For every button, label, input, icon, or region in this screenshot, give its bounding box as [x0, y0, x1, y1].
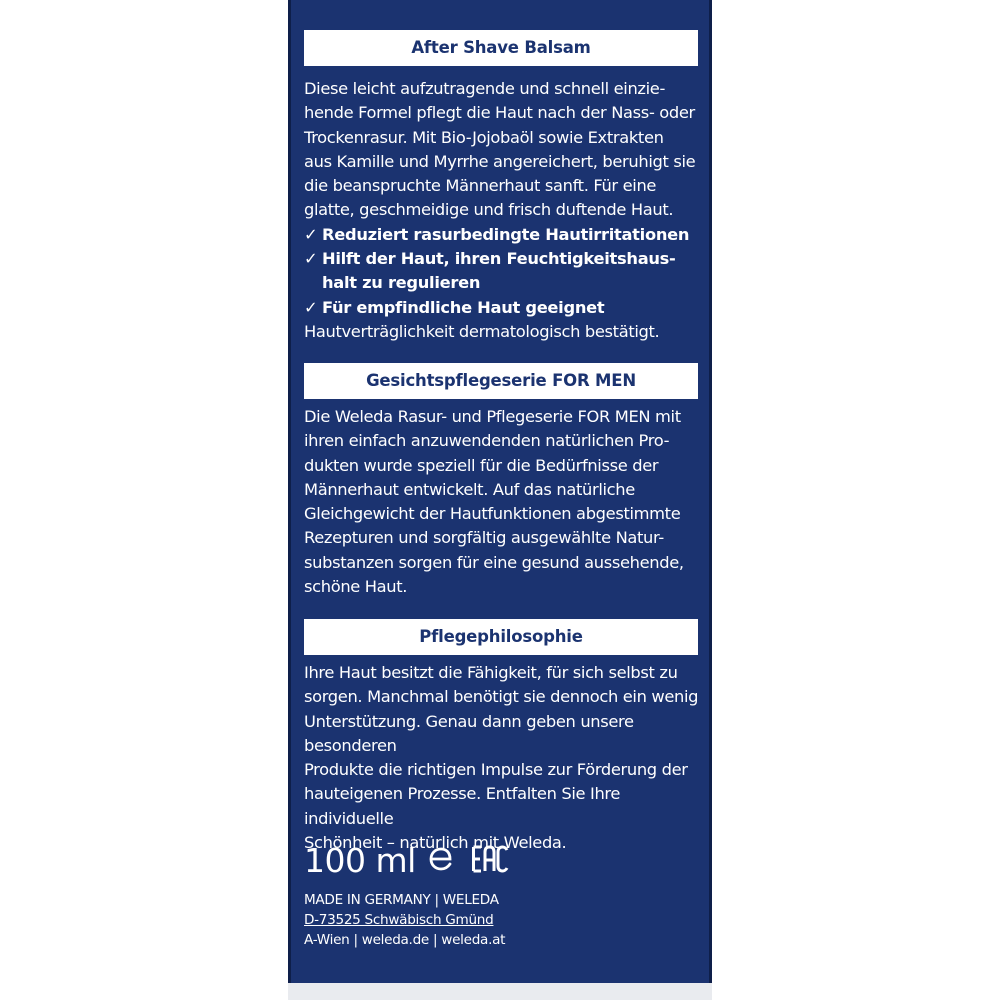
paragraph-line: Rezepturen und sorgfältig ausgewählte Natur-	[304, 528, 664, 548]
paragraph-line: aus Kamille und Myrrhe angereichert, beruhigt sie	[304, 151, 696, 171]
paragraph-line: glatte, geschmeidige und frisch duftende Haut.	[304, 200, 674, 220]
benefit-text	[322, 247, 676, 296]
paragraph-line: Ihre Haut besitzt die Fähigkeit, für sich selbst zu	[304, 663, 678, 682]
websites-line: A-Wien | weleda.de | weleda.at	[304, 932, 506, 948]
manufacturer-line: MADE IN GERMANY | WELEDA	[304, 892, 499, 908]
package-bottom-strip	[288, 983, 712, 1000]
paragraph-line: Die Weleda Rasur- und Pflegeserie FOR MEN mit	[304, 407, 681, 426]
benefit-text: Für empfindliche Haut geeignet	[322, 297, 605, 317]
section-header-for-men: Gesichtspflegeserie FOR MEN	[304, 363, 698, 399]
dermatology-note: Hautverträglichkeit dermatologisch bestätigt.	[304, 321, 660, 341]
address-line: D-73525 Schwäbisch Gmünd	[304, 912, 494, 928]
paragraph-line: hende Formel pflegt die Haut nach der Nass- oder	[304, 103, 695, 123]
paragraph-line: Trockenrasur. Mit Bio-Jojobaöl sowie Extrakten	[304, 127, 664, 147]
paragraph-line: die beanspruchte Männerhaut sanft. Für eine	[304, 176, 657, 196]
volume-label: 100 ml	[304, 841, 416, 880]
e-mark-icon	[428, 845, 454, 877]
section-header-philosophy: Pflegephilosophie	[304, 619, 698, 655]
section-header-after-shave: After Shave Balsam	[304, 30, 698, 66]
benefit-text: Reduziert rasurbedingte Hautirritationen	[322, 224, 690, 244]
panel-left-edge	[288, 0, 291, 1000]
paragraph-line: substanzen sorgen für eine gesund aussehende,	[304, 552, 684, 572]
eac-mark-icon	[472, 844, 510, 878]
paragraph-line: Unterstützung. Genau dann geben unsere besonderen	[304, 711, 634, 755]
paragraph-line: dukten wurde speziell für die Bedürfnisse der	[304, 455, 659, 475]
section-body-after-shave	[304, 77, 700, 344]
manufacturer-info	[304, 890, 505, 950]
product-text-panel	[288, 0, 712, 1000]
paragraph-line: Schönheit – natürlich mit Weleda.	[304, 833, 567, 853]
section-body-for-men	[304, 405, 700, 599]
benefit-item	[304, 223, 700, 247]
paragraph-line: Diese leicht aufzutragende und schnell einzie-	[304, 79, 665, 98]
volume-row	[304, 838, 510, 884]
section-body-philosophy	[304, 661, 700, 855]
paragraph-line: schöne Haut.	[304, 577, 408, 597]
paragraph-line: Gleichgewicht der Hautfunktionen abgestimmte	[304, 504, 681, 524]
benefit-text-line: Hilft der Haut, ihren Feuchtigkeitshaus-	[322, 249, 676, 269]
paragraph-line: ihren einfach anzuwendenden natürlichen Pro-	[304, 431, 670, 451]
paragraph-line: Produkte die richtigen Impulse zur Förderung der	[304, 760, 688, 780]
checkmark-icon: ✓	[304, 249, 318, 269]
benefit-item	[304, 296, 700, 320]
benefit-item	[304, 247, 700, 296]
checkmark-icon: ✓	[304, 297, 318, 317]
benefit-text-line: halt zu regulieren	[322, 273, 481, 293]
checkmark-icon: ✓	[304, 224, 318, 244]
paragraph-line: sorgen. Manchmal benötigt sie dennoch ein wenig	[304, 687, 699, 707]
panel-right-edge	[709, 0, 712, 1000]
paragraph-line: hauteigenen Prozesse. Entfalten Sie Ihre individuelle	[304, 784, 621, 828]
paragraph-line: Männerhaut entwickelt. Auf das natürliche	[304, 479, 635, 499]
